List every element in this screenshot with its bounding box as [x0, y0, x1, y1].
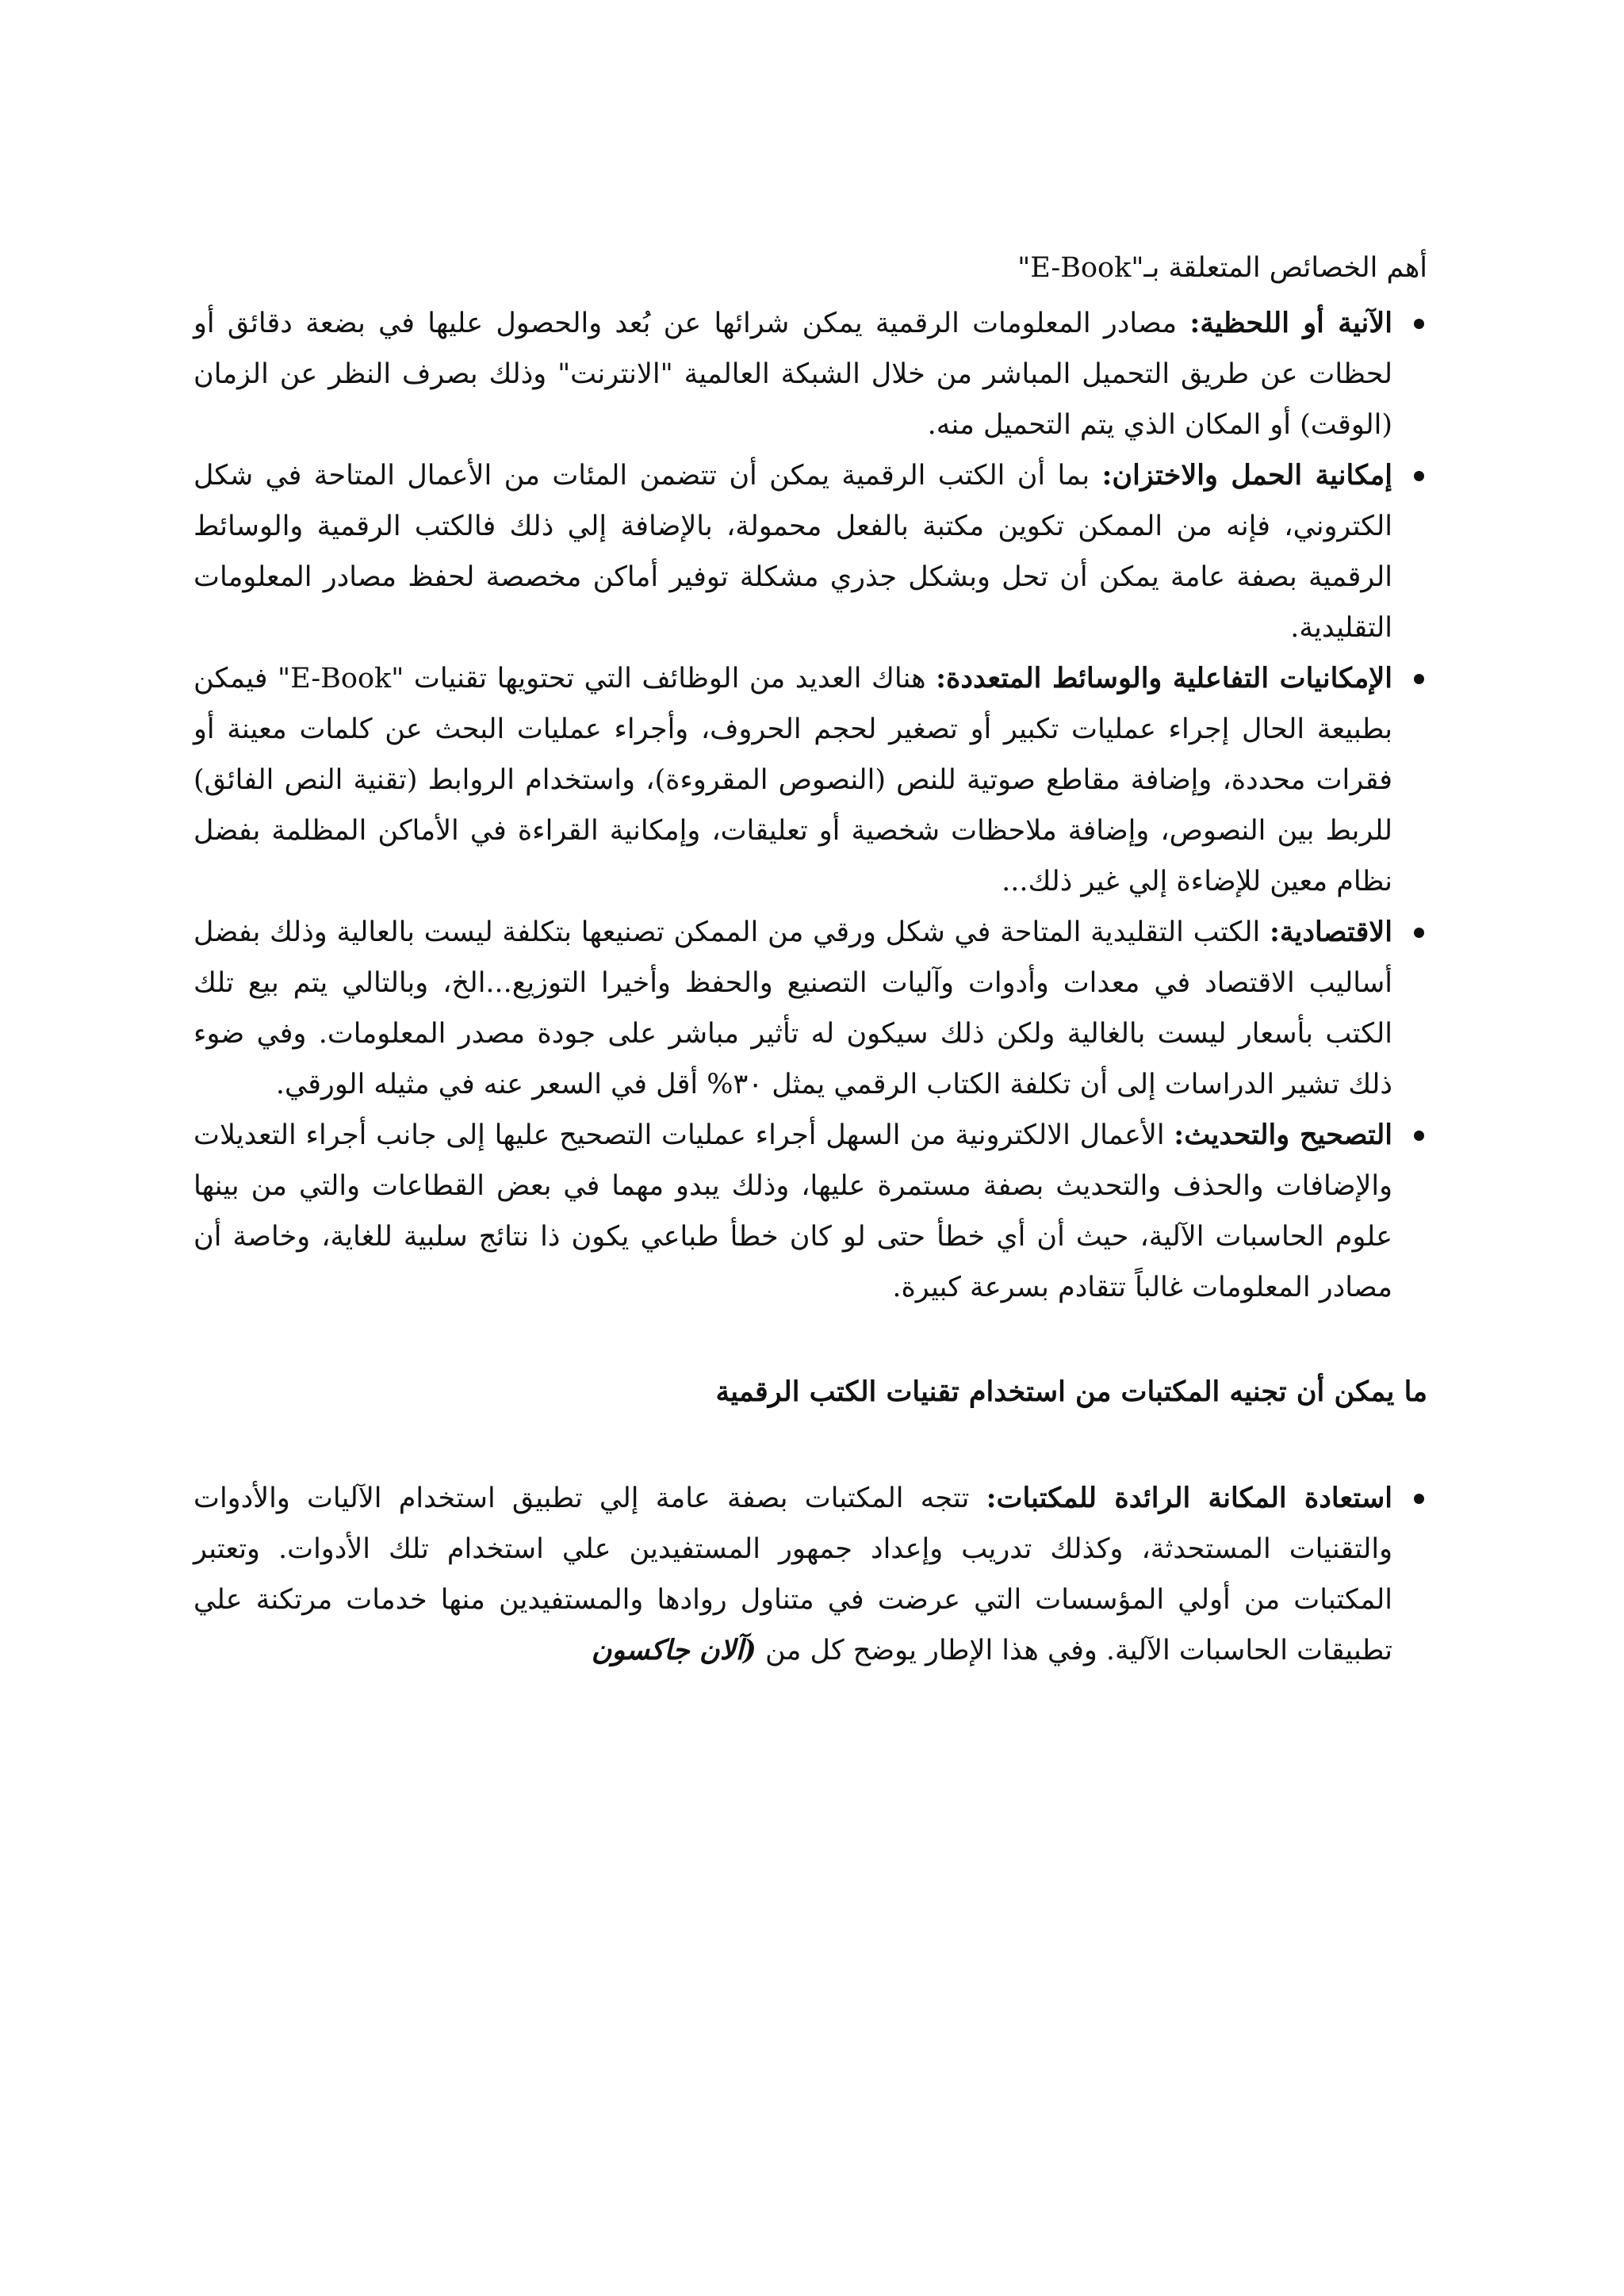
- bullet-icon: [1414, 928, 1424, 938]
- bullet-icon: [1414, 1131, 1424, 1141]
- item-text: مصادر المعلومات الرقمية يمكن شرائها عن بُعد والحصول عليها في بضعة دقائق أو لحظات عن طريق التحميل المباشر من خلال الشبكة العالمية "الانترنت" وذلك بصرف النظر عن الزمان (الوقت) أو المكان الذي يتم التحميل منه.: [193, 308, 1392, 441]
- item-term: التصحيح والتحديث:: [1174, 1119, 1393, 1151]
- characteristics-list: [193, 298, 1427, 1313]
- list-item: [193, 653, 1427, 907]
- list-item: [193, 450, 1427, 653]
- item-text: الأعمال الالكترونية من السهل أجراء عمليات التصحيح عليها إلى جانب أجراء التعديلات والإضافات والحذف والتحديث بصفة مستمرة عليها، وذلك يبدو مهما في بعض القطاعات والتي من بينها علوم الحاسبات الآلية، حيث أن أي خطأ حتى لو كان خطأ طباعي يكون ذا نتائج سلبية للغاية، وخاصة أن مصادر المعلومات غالباً تتقادم بسرعة كبيرة.: [193, 1119, 1392, 1303]
- document-body: [193, 243, 1427, 1676]
- bullet-icon: [1414, 319, 1424, 329]
- benefits-list: [193, 1473, 1427, 1676]
- item-term: استعادة المكانة الرائدة للمكتبات:: [986, 1482, 1393, 1514]
- item-text: تتجه المكتبات بصفة عامة إلي تطبيق استخدام الآليات والأدوات والتقنيات المستحدثة، وكذلك تدريب وإعداد جمهور المستفيدين علي استخدام تلك الأدوات. وتعتبر المكتبات من أولي المؤسسات التي عرضت في متناول روادها والمستفيدين منها خدمات مرتكنة علي تطبيقات الحاسبات الآلية. وفي هذا الإطار يوضح كل من: [193, 1483, 1392, 1667]
- bullet-icon: [1414, 1494, 1424, 1504]
- list-item: [193, 298, 1427, 450]
- item-text: بما أن الكتب الرقمية يمكن أن تتضمن المئات من الأعمال المتاحة في شكل الكتروني، فإنه من الممكن تكوين مكتبة بالفعل محمولة، بالإضافة إلي ذلك فالكتب الرقمية والوسائط الرقمية بصفة عامة يمكن أن تحل وبشكل جذري مشكلة توفير أماكن مخصصة لحفظ مصادر المعلومات التقليدية.: [193, 460, 1392, 644]
- author-citation: (آلان جاكسون: [591, 1634, 756, 1667]
- list-item: [193, 907, 1427, 1110]
- item-term: إمكانية الحمل والاختزان:: [1101, 459, 1392, 492]
- list-item: [193, 1473, 1427, 1676]
- item-term: الآنية أو اللحظية:: [1189, 307, 1392, 339]
- item-text: الكتب التقليدية المتاحة في شكل ورقي من الممكن تصنيعها بتكلفة ليست بالعالية وذلك بفضل أساليب الاقتصاد في معدات وأدوات وآليات التصنيع والحفظ وأخيرا التوزيع...الخ، وبالتالي يتم بيع تلك الكتب بأسعار ليست بالغالية ولكن ذلك سيكون له تأثير مباشر على جودة مصدر المعلومات. وفي ضوء ذلك تشير الدراسات إلى أن تكلفة الكتاب الرقمي يمثل ٣٠% أقل في السعر عنه في مثيله الورقي.: [193, 916, 1392, 1100]
- section-heading: ما يمكن أن تجنيه المكتبات من استخدام تقنيات الكتب الرقمية: [715, 1376, 1427, 1408]
- item-term: الإمكانيات التفاعلية والوسائط المتعددة:: [936, 662, 1392, 695]
- list-item: [193, 1110, 1427, 1313]
- intro-line: أهم الخصائص المتعلقة بـ"E-Book": [1017, 252, 1427, 284]
- item-text: هناك العديد من الوظائف التي تحتويها تقنيات "E-Book" فيمكن بطبيعة الحال إجراء عمليات تكبير أو تصغير لحجم الحروف، وأجراء عمليات البحث عن كلمات معينة أو فقرات محددة، وإضافة مقاطع صوتية للنص (النصوص المقروءة)، واستخدام الروابط (تقنية النص الفائق) للربط بين النصوص، وإضافة ملاحظات شخصية أو تعليقات، وإمكانية القراءة في الأماكن المظلمة بفضل نظام معين للإضاءة إلي غير ذلك...: [193, 663, 1392, 897]
- item-term: الاقتصادية:: [1269, 916, 1392, 948]
- bullet-icon: [1414, 674, 1424, 684]
- bullet-icon: [1414, 471, 1424, 481]
